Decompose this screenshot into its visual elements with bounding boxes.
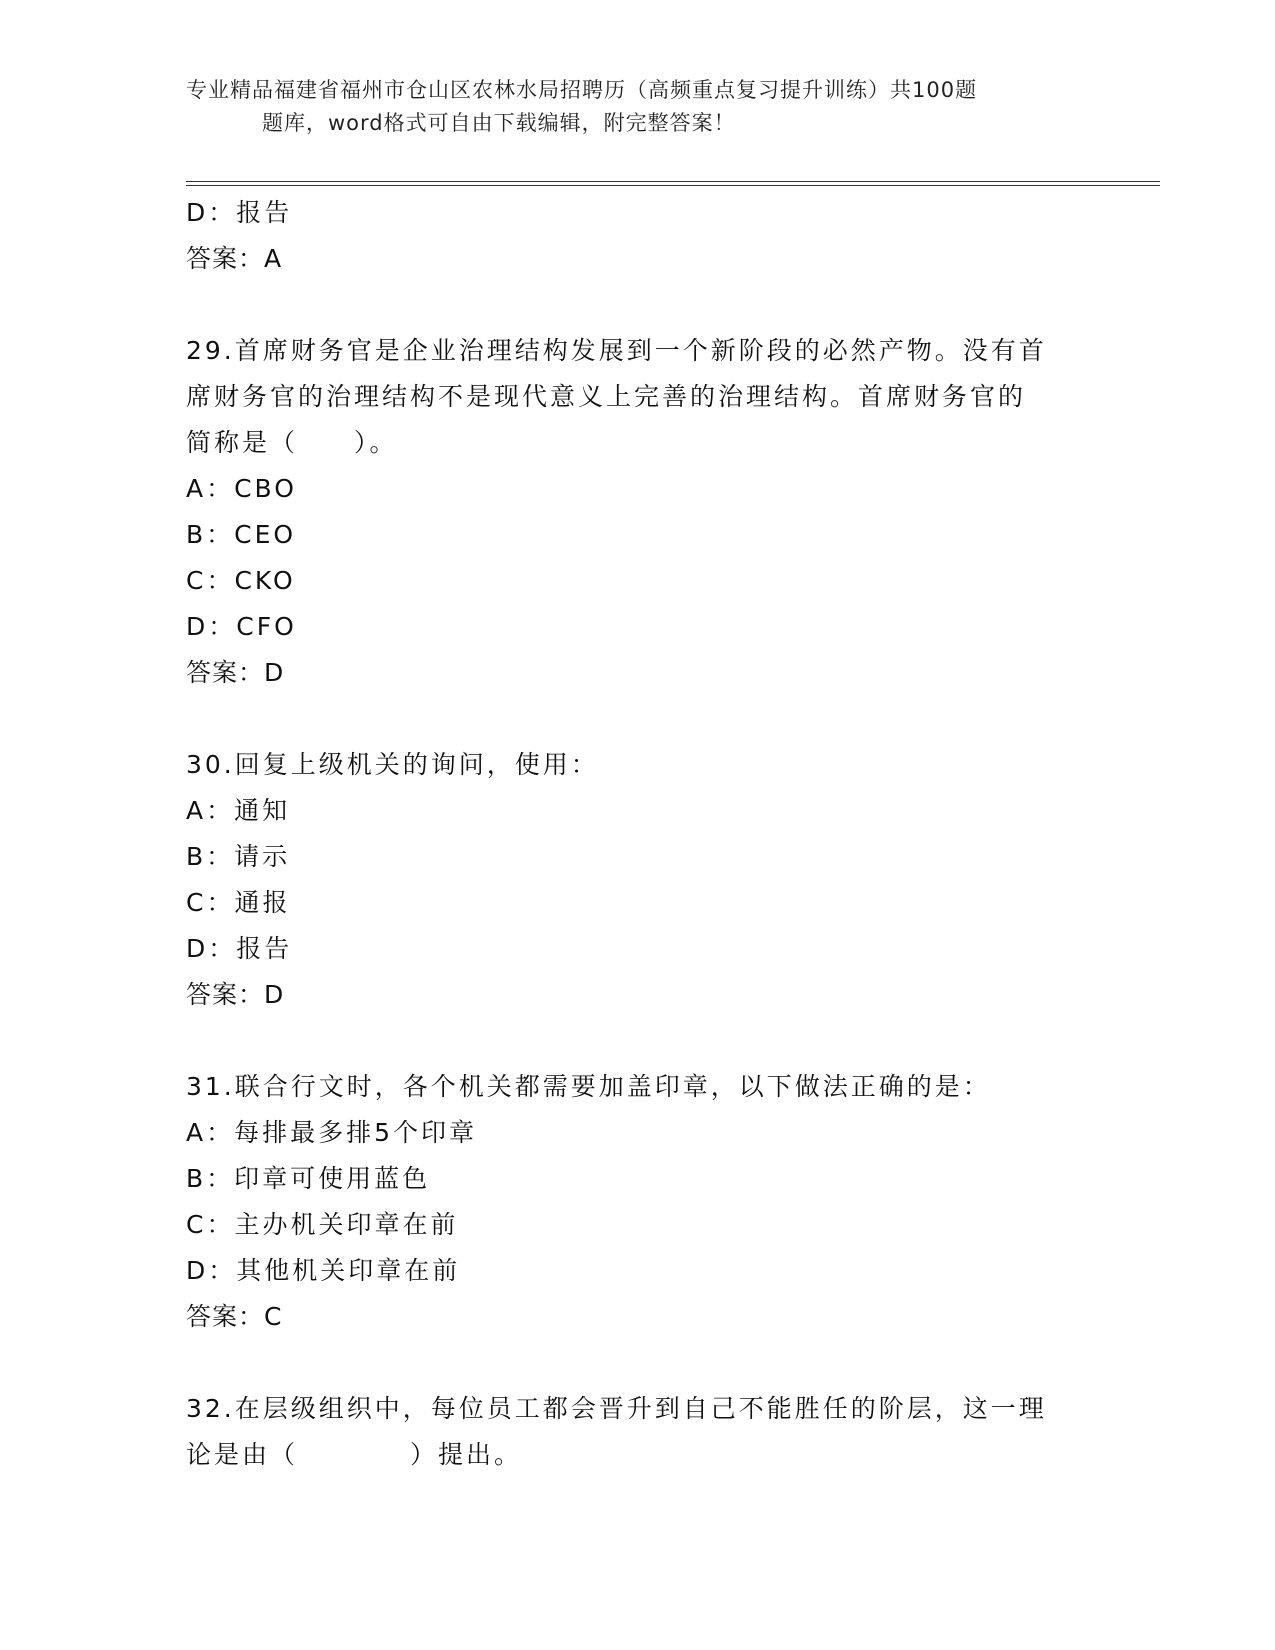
question-text-line: 论是由（ ）提出。	[186, 1440, 523, 1469]
answer: 答案：D	[186, 658, 285, 687]
option-a: A：每排最多排5个印章	[186, 1118, 478, 1147]
answer: 答案：C	[186, 1302, 283, 1331]
answer: 答案：D	[186, 980, 285, 1009]
header-title-line2: 题库，word格式可自由下载编辑，附完整答案！	[262, 111, 736, 135]
option-a: A：CBO	[186, 474, 297, 503]
question-text-line: 简称是（ ）。	[186, 428, 398, 457]
prev-option-d: D：报告	[186, 198, 293, 227]
question-29	[186, 328, 1086, 696]
question-31	[186, 1064, 1086, 1340]
page-header	[186, 74, 1086, 140]
option-c: C：主办机关印章在前	[186, 1210, 459, 1239]
option-d: D：报告	[186, 934, 293, 963]
option-b: B：请示	[186, 842, 291, 871]
option-a: A：通知	[186, 796, 291, 825]
prev-answer: 答案：A	[186, 244, 283, 273]
option-d: D：其他机关印章在前	[186, 1256, 461, 1285]
document-body	[186, 190, 1086, 1478]
option-d: D：CFO	[186, 612, 297, 641]
question-text-line: 席财务官的治理结构不是现代意义上完善的治理结构。首席财务官的	[186, 382, 1027, 411]
question-30	[186, 742, 1086, 1018]
question-text-line: 29.首席财务官是企业治理结构发展到一个新阶段的必然产物。没有首	[186, 336, 1047, 365]
question-32	[186, 1386, 1086, 1478]
question-text-line: 32.在层级组织中，每位员工都会晋升到自己不能胜任的阶层，这一理	[186, 1394, 1047, 1423]
option-b: B：印章可使用蓝色	[186, 1164, 431, 1193]
option-c: C：通报	[186, 888, 291, 917]
option-c: C：CKO	[186, 566, 296, 595]
option-b: B：CEO	[186, 520, 297, 549]
question-text-line: 30.回复上级机关的询问，使用：	[186, 750, 599, 779]
header-divider	[186, 181, 1160, 182]
header-title-line1: 专业精品福建省福州市仓山区农林水局招聘历（高频重点复习提升训练）共100题	[186, 78, 978, 102]
question-text-line: 31.联合行文时，各个机关都需要加盖印章，以下做法正确的是：	[186, 1072, 991, 1101]
header-divider-thin	[186, 185, 1160, 186]
